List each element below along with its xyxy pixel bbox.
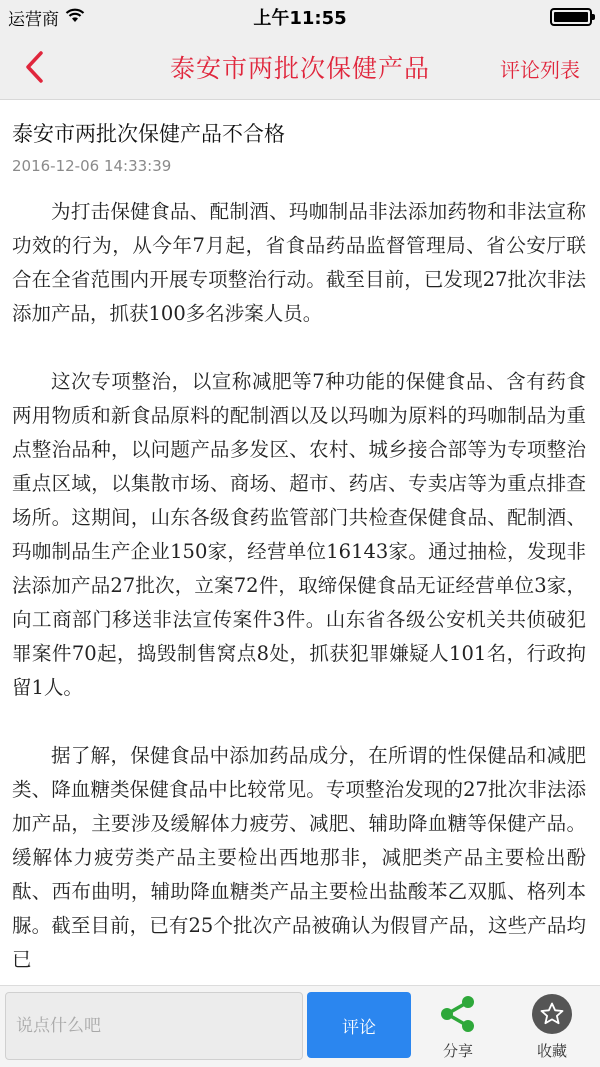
article-paragraph: 为打击保健食品、配制酒、玛咖制品非法添加药物和非法宣称功效的行为，从今年7月起，省食品药品监督管理局、省公安厅联合在全省范围内开展专项整治行动。截至目前，已发现27批次非法添加产品，抓获100多名涉案人员。 [12,200,586,325]
article-body [0,177,600,977]
battery-level [554,12,588,22]
chevron-left-icon [23,50,45,84]
status-left [8,5,208,30]
share-button[interactable] [418,992,498,1064]
article-date: 2016-12-06 14:33:39 [12,157,172,175]
article-title: 泰安市两批次保健产品不合格 [12,122,285,146]
status-bar [0,0,600,34]
carrier-label: 运营商 [8,9,59,30]
share-icon [436,992,480,1036]
star-icon [530,992,574,1036]
page-title: 泰安市两批次保健产品 [169,53,430,83]
favorite-button[interactable] [512,992,592,1064]
article-paragraph: 据了解，保健食品中添加药品成分，在所谓的性保健品和减肥类、降血糖类保健食品中比较常见。专项整治发现的27批次非法添加产品，主要涉及缓解体力疲劳、减肥、辅助降血糖等保健产品。缓解体力疲劳类产品主要检出西地那非，减肥类产品主要检出酚酞、西布曲明，辅助降血糖类产品主要检出盐酸苯乙双胍、格列本脲。截至目前，已有25个批次产品被确认为假冒产品，这些产品均已 [12,744,586,971]
comment-submit-button[interactable]: 评论 [307,992,411,1058]
status-time: 上午11:55 [253,8,347,29]
back-button[interactable] [14,44,54,90]
wifi-icon [65,7,85,28]
battery-icon [550,8,592,26]
status-right [392,8,592,26]
share-label: 分享 [442,1042,473,1060]
bottom-toolbar [0,985,600,1067]
article-content[interactable] [0,101,600,986]
favorite-label: 收藏 [536,1042,567,1060]
article-paragraph: 这次专项整治，以宣称减肥等7种功能的保健食品、含有药食两用物质和新食品原料的配制酒以及以玛咖为原料的玛咖制品为重点整治品种，以问题产品多发区、农村、城乡接合部等为专项整治重点区域，以集散市场、商场、超市、药店、专卖店等为重点排查场所。这期间，山东各级食药监管部门共检查保健食品、配制酒、玛咖制品生产企业150家，经营单位16143家。通过抽检，发现非法添加产品27批次，立案72件，取缔保健食品无证经营单位3家，向工商部门移送非法宣传案件3件。山东省各级公安机关共侦破犯罪案件70起，捣毁制售窝点8处，抓获犯罪嫌疑人101名，行政拘留1人。 [12,370,586,699]
navigation-bar [0,34,600,100]
comment-input[interactable] [5,992,303,1060]
comments-list-link[interactable]: 评论列表 [500,58,580,82]
